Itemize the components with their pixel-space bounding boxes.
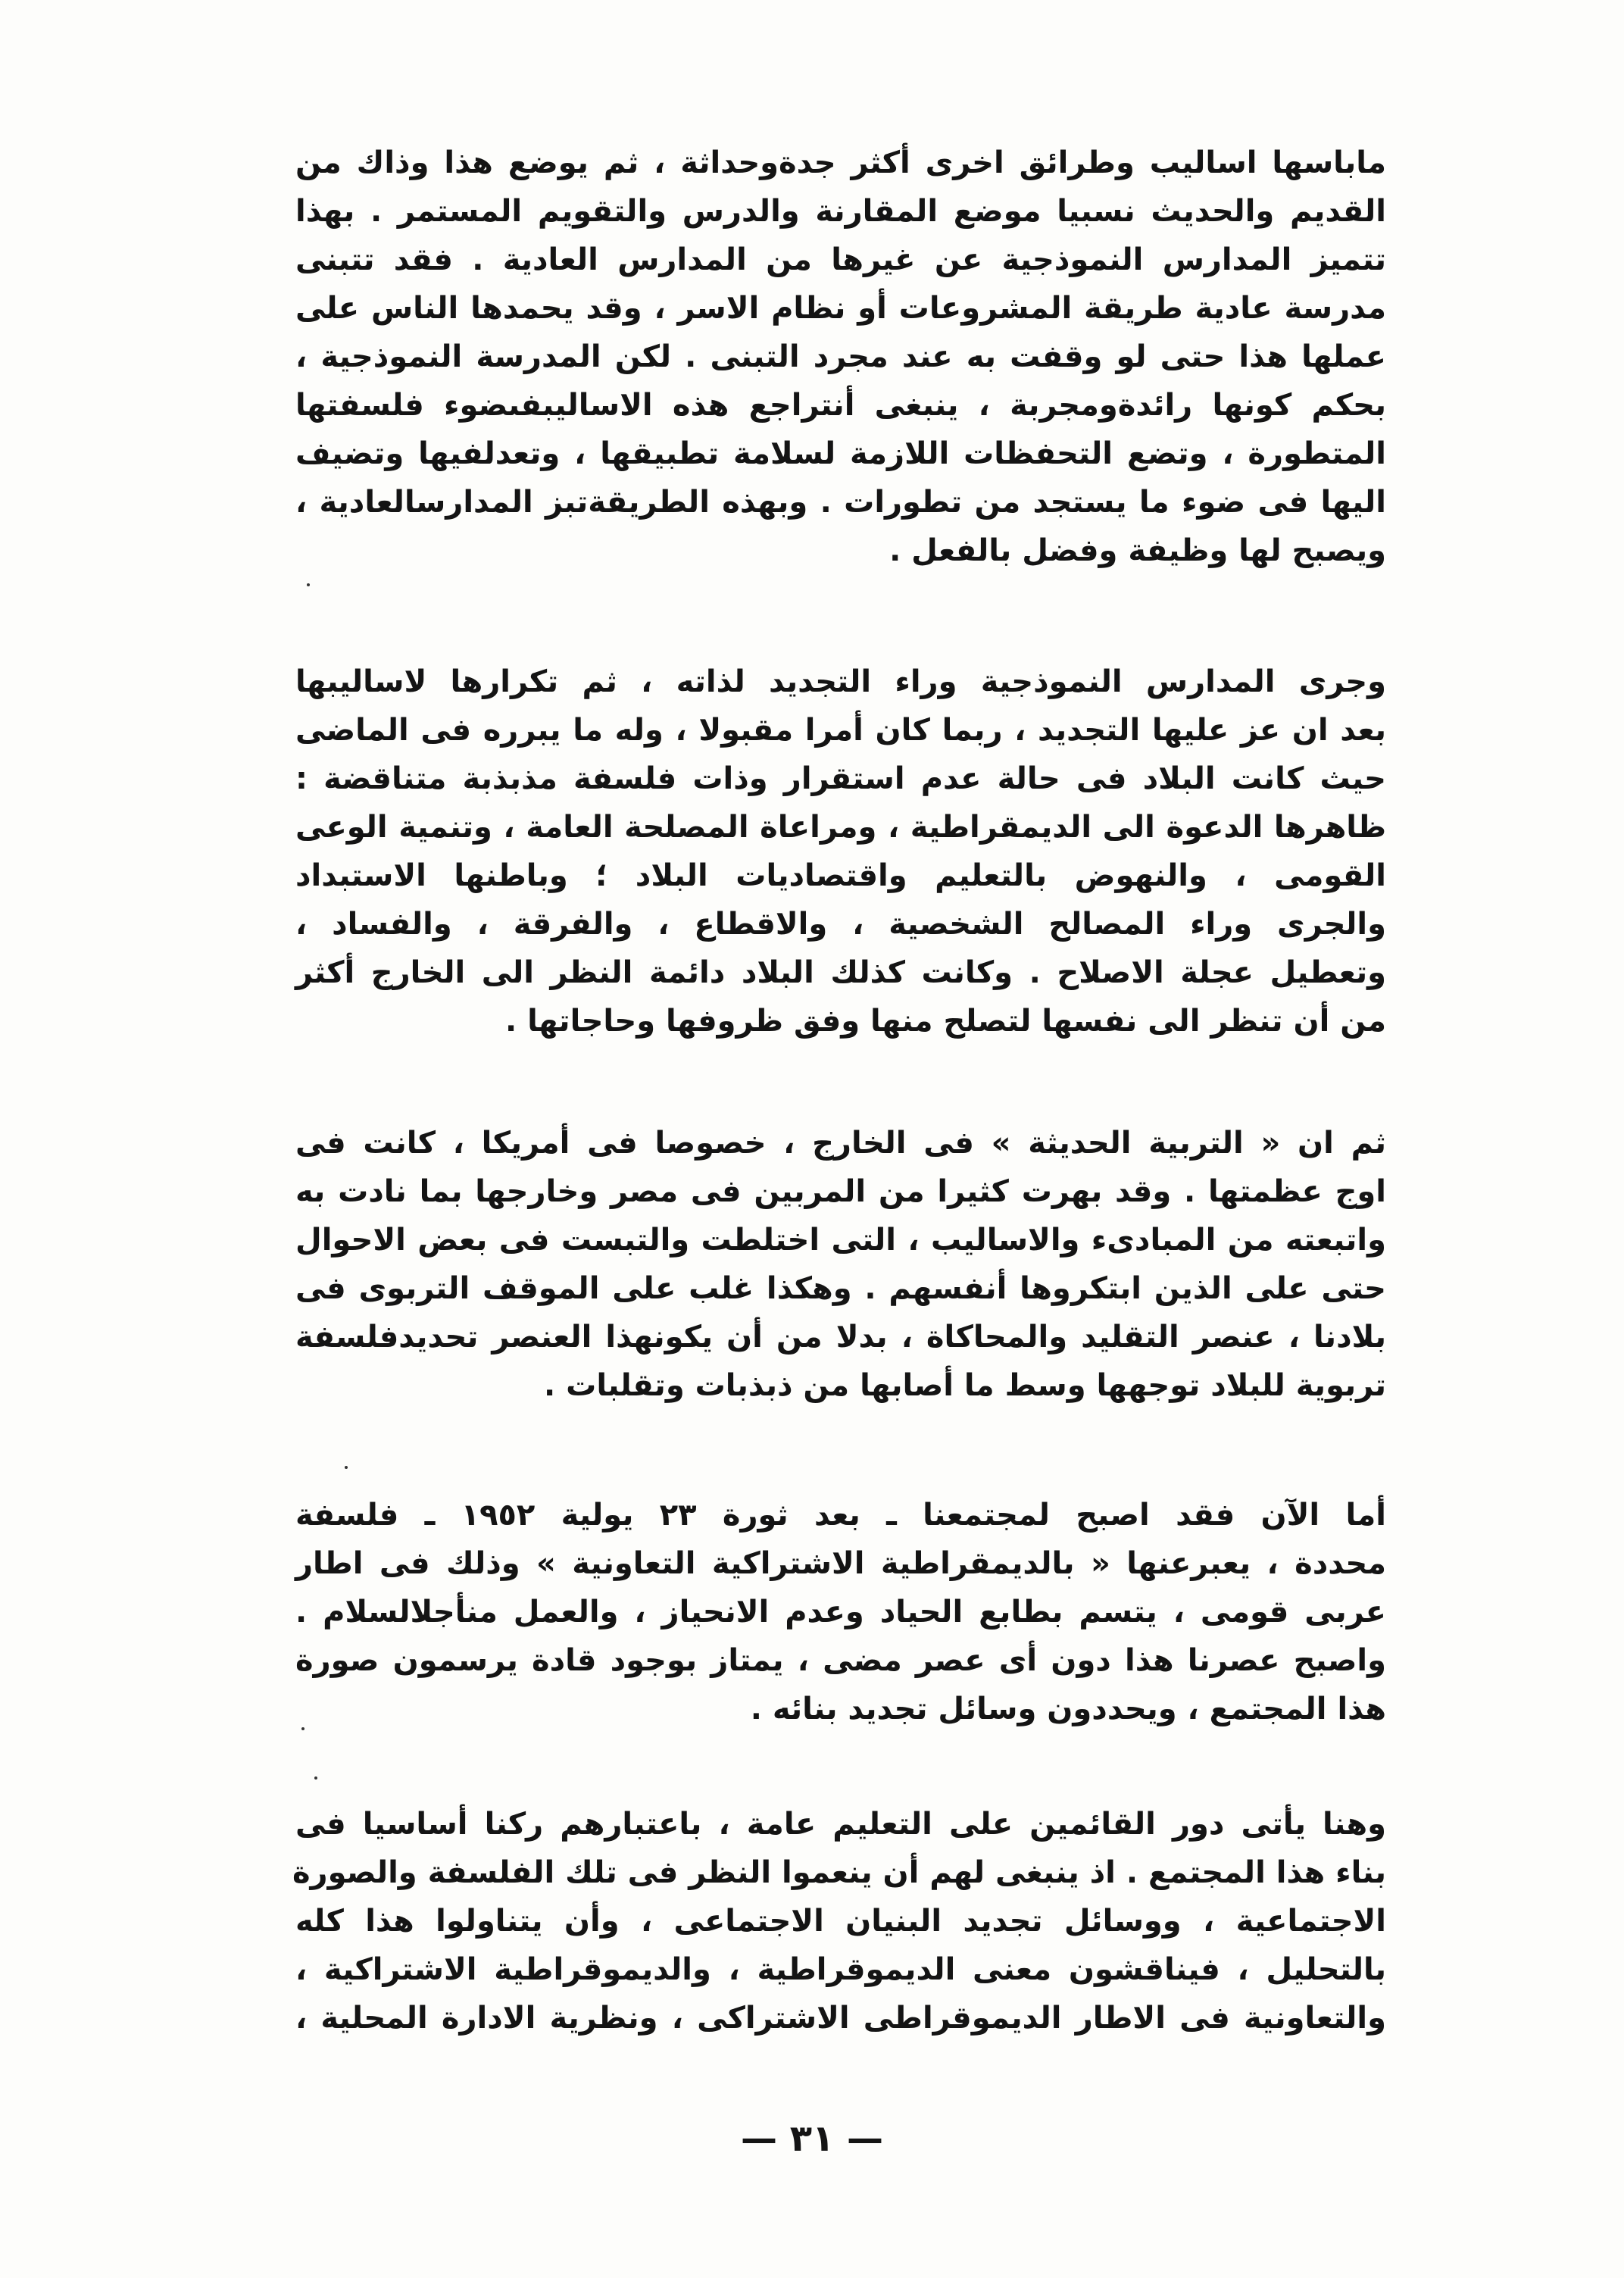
scan-speck bbox=[314, 1776, 317, 1780]
text-line: المتطورة ، وتضع التحفظات اللازمة لسلامة تطبيقها ، وتعدلفيها وتضيف bbox=[295, 436, 1386, 471]
text-line: عملها هذا حتى لو وقفت به عند مجرد التبنى . لكن المدرسة النموذجية ، bbox=[295, 339, 1386, 374]
text-line: واتبعته من المبادىء والاساليب ، التى اختلطت والتبست فى بعض الاحوال bbox=[295, 1223, 1386, 1258]
text-line: والجرى وراء المصالح الشخصية ، والاقطاع ، والفرقة ، والفساد ، bbox=[295, 907, 1386, 942]
text-line: بحكم كونها رائدةومجربة ، ينبغى أنتراجع هذه الاساليبفىضوء فلسفتها bbox=[295, 388, 1386, 423]
scan-speck bbox=[307, 583, 310, 586]
paragraph-4 bbox=[295, 1491, 1386, 1733]
text-line: ماباسها اساليب وطرائق اخرى أكثر جدةوحداثة ، ثم يوضع هذا وذاك من bbox=[295, 145, 1386, 180]
text-line: وجرى المدارس النموذجية وراء التجديد لذاته ، ثم تكرارها لاساليبها bbox=[295, 664, 1386, 699]
text-line: تربوية للبلاد توجهها وسط ما أصابها من ذبذبات وتقلبات . bbox=[544, 1368, 1386, 1403]
scan-speck bbox=[345, 1466, 348, 1469]
text-line: اليها فى ضوء ما يستجد من تطورات . وبهذه الطريقةتبز المدارسالعادية ، bbox=[295, 485, 1386, 520]
paragraph-5 bbox=[292, 1800, 1386, 2042]
text-line: ظاهرها الدعوة الى الديمقراطية ، ومراعاة المصلحة العامة ، وتنمية الوعى bbox=[295, 810, 1386, 845]
paragraph-2 bbox=[295, 658, 1386, 1045]
text-line: عربى قومى ، يتسم بطابع الحياد وعدم الانحياز ، والعمل منأجلالسلام . bbox=[295, 1595, 1386, 1630]
page-number: — ٣١ — bbox=[740, 2117, 884, 2160]
text-line: هذا المجتمع ، ويحددون وسائل تجديد بنائه . bbox=[750, 1692, 1386, 1726]
text-line: القومى ، والنهوض بالتعليم واقتصاديات البلاد ؛ وباطنها الاستبداد bbox=[295, 858, 1386, 893]
text-line: بعد ان عز عليها التجديد ، ربما كان أمرا مقبولا ، وله ما يبرره فى الماضى bbox=[295, 713, 1386, 748]
text-line: من أن تنظر الى نفسها لتصلح منها وفق ظروفها وحاجاتها . bbox=[505, 1004, 1386, 1039]
text-line: ثم ان « التربية الحديثة » فى الخارج ، خصوصا فى أمريكا ، كانت فى bbox=[295, 1126, 1386, 1161]
text-line: القديم والحديث نسبيا موضع المقارنة والدرس والتقويم المستمر . بهذا bbox=[295, 194, 1386, 229]
text-line: بناء هذا المجتمع . اذ ينبغى لهم أن ينعموا النظر فى تلك الفلسفة والصورة bbox=[292, 1855, 1386, 1890]
text-line: أما الآن فقد اصبح لمجتمعنا ـ بعد ثورة ٢٣ يولية ١٩٥٢ ـ فلسفة bbox=[295, 1498, 1386, 1533]
text-line: وتعطيل عجلة الاصلاح . وكانت كذلك البلاد دائمة النظر الى الخارج أكثر bbox=[295, 955, 1386, 990]
text-line: الاجتماعية ، ووسائل تجديد البنيان الاجتماعى ، وأن يتناولوا هذا كله bbox=[295, 1904, 1386, 1939]
text-line: حيث كانت البلاد فى حالة عدم استقرار وذات فلسفة مذبذبة متناقضة : bbox=[295, 761, 1386, 796]
text-line: واصبح عصرنا هذا دون أى عصر مضى ، يمتاز بوجود قادة يرسمون صورة bbox=[295, 1643, 1386, 1678]
text-line: مدرسة عادية طريقة المشروعات أو نظام الاسر ، وقد يحمدها الناس على bbox=[295, 291, 1386, 326]
text-line: محددة ، يعبرعنها « بالديمقراطية الاشتراكية التعاونية » وذلك فى اطار bbox=[295, 1546, 1386, 1581]
paragraph-3 bbox=[295, 1119, 1386, 1410]
text-line: بلادنا ، عنصر التقليد والمحاكاة ، بدلا من أن يكونهذا العنصر تحديدفلسفة bbox=[295, 1320, 1386, 1355]
text-line: ويصبح لها وظيفة وفضل بالفعل . bbox=[889, 533, 1386, 568]
text-line: اوج عظمتها . وقد بهرت كثيرا من المربين فى مصر وخارجها بما نادت به bbox=[295, 1174, 1386, 1209]
text-line: وهنا يأتى دور القائمين على التعليم عامة ، باعتبارهم ركنا أساسيا فى bbox=[295, 1807, 1386, 1842]
paragraph-1 bbox=[295, 139, 1386, 575]
scan-speck bbox=[301, 1727, 304, 1730]
text-line: حتى على الذين ابتكروها أنفسهم . وهكذا غلب على الموقف التربوى فى bbox=[295, 1271, 1386, 1306]
text-line: بالتحليل ، فيناقشون معنى الديموقراطية ، والديموقراطية الاشتراكية ، bbox=[295, 1952, 1386, 1987]
text-line: تتميز المدارس النموذجية عن غيرها من المدارس العادية . فقد تتبنى bbox=[295, 242, 1386, 277]
text-line: والتعاونية فى الاطار الديموقراطى الاشتراكى ، ونظرية الادارة المحلية ، bbox=[295, 2001, 1386, 2036]
